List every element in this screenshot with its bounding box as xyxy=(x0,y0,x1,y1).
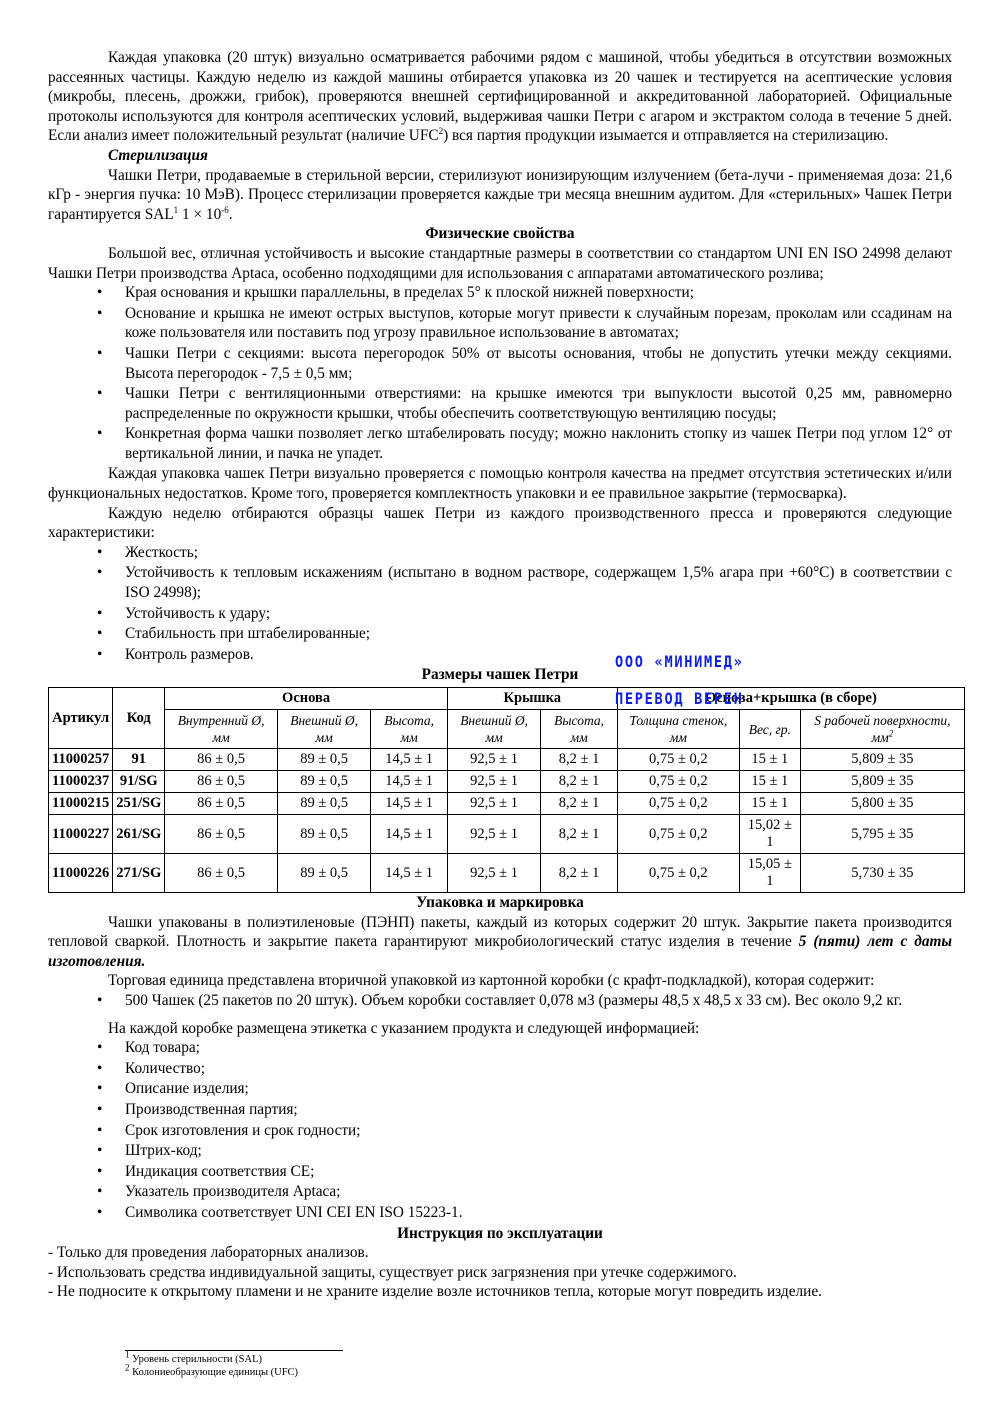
list-item: • Срок изготовления и срок годности; xyxy=(125,1121,952,1141)
list-item: • 500 Чашек (25 пакетов по 20 штук). Объем коробки составляет 0,078 м3 (размеры 48,5 х 48,5 х 33 см). Вес около 9,2 кг. xyxy=(125,991,952,1011)
table-title: Размеры чашек Петри xyxy=(421,666,579,684)
exponent: -6 xyxy=(221,204,229,215)
table-cell: 92,5 ± 1 xyxy=(447,793,541,815)
table-cell: 0,75 ± 0,2 xyxy=(617,771,739,793)
instruction-line: - Только для проведения лабораторных анализов. xyxy=(48,1244,369,1262)
footnotes xyxy=(125,1350,343,1379)
table-cell: 92,5 ± 1 xyxy=(447,771,541,793)
superscript: 2 xyxy=(888,728,894,739)
section-heading: Физические свойства xyxy=(425,225,575,243)
paragraph: Большой вес, отличная устойчивость и высокие стандартные размеры в соответствии со стандартом UNI EN ISO 24998 делают Чашки Петри производства Aptaca, особенно подходящими для использования с аппаратами автоматического розлива; xyxy=(48,244,952,282)
header-article: Артикул xyxy=(49,688,113,749)
paragraph-inspection xyxy=(48,48,952,146)
list-item: • Чашки Петри с секциями: высота перегородок 50% от высоты основания, чтобы не допустить утечки между секциями. Высота перегородок - 7,5 ± 0,5 мм; xyxy=(125,344,952,383)
footnote-number: 1 xyxy=(125,1349,130,1360)
stamp-certified: ПЕРЕВОД ВЕРЕН xyxy=(615,689,744,708)
table-cell: 15,05 ± 1 xyxy=(739,854,800,893)
list-item: • Описание изделия; xyxy=(125,1079,952,1099)
list-item: • Стабильность при штабелированные; xyxy=(125,624,952,644)
list-item: • Устойчивость к удару; xyxy=(125,604,952,624)
paragraph: На каждой коробке размещена этикетка с указанием продукта и следующей информацией: xyxy=(108,1019,700,1037)
footnote-divider xyxy=(125,1350,343,1351)
paragraph-sterilization xyxy=(48,166,952,225)
text: Каждая упаковка (20 штук) визуально осматривается рабочими рядом с машиной, чтобы убедиться в отсутствии возможных рассеянных частицы. Каждую неделю из каждой машины отбирается упаковка из 20 чашек и тестируется на асептические условия (микробы, плесень, дрожжи, грибок), проверяются внешней сертифицированной и аккредитованной лабораторией. Официальные протоколы используются для контроля асептических условий, выдерживая чашки Петри с агаром и экстрактом солода в течение 5 дней. Если анализ имеет положительный результат (наличие UFC xyxy=(48,49,952,145)
footnote xyxy=(125,1362,343,1379)
table-cell: 5,809 ± 35 xyxy=(800,749,964,771)
table-cell: 15 ± 1 xyxy=(739,749,800,771)
table-cell: 5,809 ± 35 xyxy=(800,771,964,793)
table-cell: 89 ± 0,5 xyxy=(277,815,371,854)
list-contents xyxy=(48,991,952,1011)
list-item: • Основание и крышка не имеют острых выступов, которые могут привести к случайным порезам, проколам или ссадинам на коже пользователя или поставить под угрозу правильное использование в автоматах; xyxy=(125,304,952,343)
footnote-text: Уровень стерильности (SAL) xyxy=(129,1354,262,1365)
text: ) вся партия продукции изымается и отправляется на стерилизацию. xyxy=(443,127,889,145)
subheader: Высота, мм xyxy=(541,710,617,749)
table-cell: 91 xyxy=(113,749,165,771)
list-properties xyxy=(48,283,952,463)
table-cell: 89 ± 0,5 xyxy=(277,854,371,893)
text: S рабочей поверхности, мм xyxy=(814,713,951,745)
paragraph xyxy=(48,913,952,972)
list-checks xyxy=(48,543,952,665)
table-cell: 271/SG xyxy=(113,854,165,893)
list-item: • Количество; xyxy=(125,1059,952,1079)
table-cell: 8,2 ± 1 xyxy=(541,771,617,793)
list-item: • Индикация соответствия CE; xyxy=(125,1162,952,1182)
subheader: Внутренний Ø, мм xyxy=(165,710,278,749)
list-item: • Края основания и крышки параллельны, в пределах 5° к плоской нижней поверхности; xyxy=(125,283,952,303)
table-cell: 15 ± 1 xyxy=(739,793,800,815)
table-cell: 86 ± 0,5 xyxy=(165,749,278,771)
table-cell: 0,75 ± 0,2 xyxy=(617,749,739,771)
table-cell: 15,02 ± 1 xyxy=(739,815,800,854)
footnote xyxy=(125,1349,343,1366)
list-item: • Указатель производителя Aptaca; xyxy=(125,1182,952,1202)
paragraph: Торговая единица представлена вторичной упаковкой из картонной коробки (с крафт-подкладкой), которая содержит: xyxy=(108,972,875,990)
table-cell: 91/SG xyxy=(113,771,165,793)
list-item: • Устойчивость к тепловым искажениям (испытано в водном растворе, содержащем 1,5% агара при +60°C) в соответствии с ISO 24998); xyxy=(125,563,952,602)
list-item: • Контроль размеров. xyxy=(125,645,952,665)
table-cell: 14,5 ± 1 xyxy=(371,854,447,893)
table-cell: 0,75 ± 0,2 xyxy=(617,815,739,854)
footnote-ref: 2 xyxy=(438,126,444,137)
list-item: • Штрих-код; xyxy=(125,1141,952,1161)
table-cell: 86 ± 0,5 xyxy=(165,854,278,893)
subheader: Толщина стенок, мм xyxy=(617,710,739,749)
header-code: Код xyxy=(113,688,165,749)
list-item: • Производственная партия; xyxy=(125,1100,952,1120)
table-cell: 92,5 ± 1 xyxy=(447,749,541,771)
table-cell: 92,5 ± 1 xyxy=(447,854,541,893)
table-cell: 14,5 ± 1 xyxy=(371,749,447,771)
footnote-ref: 1 xyxy=(173,204,179,215)
paragraph: Каждая упаковка чашек Петри визуально проверяется с помощью контроля качества на предмет отсутствия эстетических и/или функциональных недостатков. Кроме того, проверяется комплектность упаковки и ее правильное закрытие (термосварка). xyxy=(48,465,952,503)
table-cell: 0,75 ± 0,2 xyxy=(617,793,739,815)
table-cell: 15 ± 1 xyxy=(739,771,800,793)
list-item: • Конкретная форма чашки позволяет легко штабелировать посуду; можно наклонить стопку из чашек Петри под углом 12° от вертикальной линии, и пачка не упадет. xyxy=(125,424,952,463)
subheader: Внешний Ø, мм xyxy=(277,710,371,749)
table-row xyxy=(49,771,965,793)
table-cell: 11000257 xyxy=(49,749,113,771)
header-base: Основа xyxy=(165,688,448,710)
subheader: Высота, мм xyxy=(371,710,447,749)
table-row xyxy=(49,749,965,771)
footnote-text: Колониеобразующие единицы (UFC) xyxy=(129,1367,299,1378)
table-cell: 8,2 ± 1 xyxy=(541,815,617,854)
table-cell: 89 ± 0,5 xyxy=(277,749,371,771)
stamp-company: ООО «МИНИМЕД» xyxy=(615,652,744,671)
text: Чашки упакованы в полиэтиленовые (ПЭНП) пакеты, каждый из которых содержит 20 штук. Закрытие пакета производится тепловой сваркой. Плотность и закрытие пакета гарантируют микробиологический статус изделия в течение xyxy=(48,913,952,951)
table-cell: 11000226 xyxy=(49,854,113,893)
table-cell: 86 ± 0,5 xyxy=(165,815,278,854)
table-cell: 14,5 ± 1 xyxy=(371,793,447,815)
emphasis: 5 (пяти) лет с даты изготовления. xyxy=(48,933,952,970)
section-heading: Инструкция по эксплуатации xyxy=(397,1224,603,1242)
header-lid: Крышка xyxy=(447,688,617,710)
table-cell: 11000237 xyxy=(49,771,113,793)
table-cell: 5,795 ± 35 xyxy=(800,815,964,854)
instruction-line: - Использовать средства индивидуальной защиты, существует риск загрязнения при утечке содержимого. xyxy=(48,1263,737,1281)
table-cell: 5,800 ± 35 xyxy=(800,793,964,815)
dimensions-table xyxy=(48,687,965,893)
subheader xyxy=(800,710,964,749)
text: 1 × 10 xyxy=(178,205,222,223)
text: Чашки Петри, продаваемые в стерильной версии, стерилизуют ионизирующим излучением (бета-лучи - применяемая доза: 21,6 кГр - энергия пучка: 10 МэВ). Процесс стерилизации проверяется каждые три месяца внешним аудитом. Для «стерильных» Чашек Петри гарантируется SAL xyxy=(48,166,952,223)
list-item: • Код товара; xyxy=(125,1038,952,1058)
table-cell: 0,75 ± 0,2 xyxy=(617,854,739,893)
table-cell: 251/SG xyxy=(113,793,165,815)
table-cell: 92,5 ± 1 xyxy=(447,815,541,854)
text: . xyxy=(228,205,233,223)
table-cell: 8,2 ± 1 xyxy=(541,793,617,815)
table-cell: 89 ± 0,5 xyxy=(277,771,371,793)
table-row xyxy=(49,793,965,815)
table-cell: 11000227 xyxy=(49,815,113,854)
instruction-line: - Не подносите к открытому пламени и не храните изделие возле источников тепла, которые могут повредить изделие. xyxy=(48,1283,822,1301)
section-heading: Упаковка и маркировка xyxy=(416,894,584,911)
header-assembled: Основа+крышка (в сборе) xyxy=(617,688,964,710)
table-row xyxy=(49,854,965,893)
section-subheading: Стерилизация xyxy=(108,146,208,164)
subheader: Вес, гр. xyxy=(739,710,800,749)
table-cell: 8,2 ± 1 xyxy=(541,749,617,771)
table-cell: 14,5 ± 1 xyxy=(371,771,447,793)
table-cell: 5,730 ± 35 xyxy=(800,854,964,893)
paragraph: Каждую неделю отбираются образцы чашек Петри из каждого производственного пресса и проверяются следующие характеристики: xyxy=(48,504,952,542)
table-cell: 261/SG xyxy=(113,815,165,854)
list-label xyxy=(48,1038,952,1222)
subheader: Внешний Ø, мм xyxy=(447,710,541,749)
table-cell: 8,2 ± 1 xyxy=(541,854,617,893)
table-cell: 86 ± 0,5 xyxy=(165,793,278,815)
list-item: • Жесткость; xyxy=(125,543,952,563)
table-row xyxy=(49,815,965,854)
footnote-number: 2 xyxy=(125,1362,130,1373)
list-item: • Чашки Петри с вентиляционными отверстиями: на крышке имеются три выпуклости высотой 0,25 мм, равномерно распределенные по окружности крышки, чтобы обеспечить соответствующую вентиляцию посуды; xyxy=(125,384,952,423)
table-cell: 89 ± 0,5 xyxy=(277,793,371,815)
list-item: • Символика соответствует UNI CEI EN ISO 15223-1. xyxy=(125,1203,952,1223)
table-cell: 14,5 ± 1 xyxy=(371,815,447,854)
table-cell: 11000215 xyxy=(49,793,113,815)
table-cell: 86 ± 0,5 xyxy=(165,771,278,793)
